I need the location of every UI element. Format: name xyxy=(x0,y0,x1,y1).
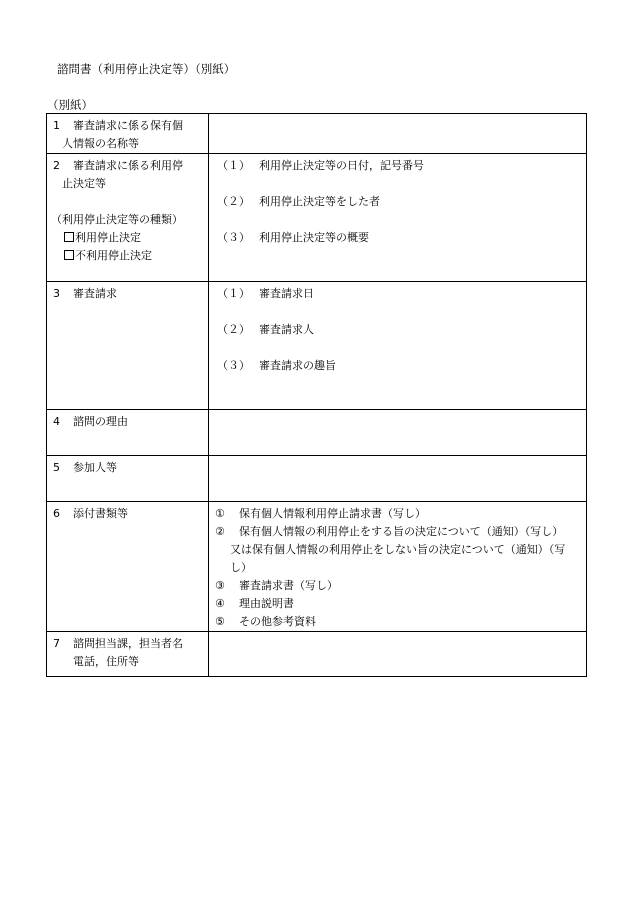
row2-label-line2: 止決定等 xyxy=(62,177,106,190)
annex-label: （別紙） xyxy=(47,98,93,112)
row3-value-cell xyxy=(209,282,587,410)
row3-item-1-text: 審査請求日 xyxy=(259,287,314,300)
attachment-item-5-text: その他参考資料 xyxy=(239,615,316,628)
attachment-item-4-text: 理由説明書 xyxy=(239,597,294,610)
attachment-item-5-number: ⑤ xyxy=(215,615,225,628)
row1-label-cell xyxy=(47,114,209,154)
row3-item-1-number: （１） xyxy=(217,287,250,300)
row1-number: 1 xyxy=(53,119,60,132)
inquiry-form-table xyxy=(46,113,587,677)
row3-label: 審査請求 xyxy=(73,287,117,300)
row5-label: 参加人等 xyxy=(73,461,117,474)
attachment-item-2-number: ② xyxy=(215,525,225,538)
checkbox-label-use-stop: 利用停止決定 xyxy=(75,231,141,244)
attachment-item-3-number: ③ xyxy=(215,579,225,592)
checkbox-non-use-stop-decision[interactable] xyxy=(53,247,204,265)
row1-label-line2: 人情報の名称等 xyxy=(62,137,139,150)
row2-label-cell xyxy=(47,154,209,282)
checkbox-use-stop-decision[interactable] xyxy=(53,229,204,247)
row5-value-cell xyxy=(209,456,587,502)
row2-item-2-number: （２） xyxy=(217,195,250,208)
attachment-item-1-text: 保有個人情報利用停止請求書（写し） xyxy=(239,507,426,520)
checkbox-icon[interactable] xyxy=(64,250,74,260)
row7-label-cell xyxy=(47,632,209,677)
table-row-7 xyxy=(47,632,587,677)
row2-item-1 xyxy=(217,157,582,175)
row2-item-3 xyxy=(217,229,582,247)
row5-label-cell xyxy=(47,456,209,502)
table-row-2 xyxy=(47,154,587,282)
row3-item-3 xyxy=(217,357,582,375)
attachment-item-2 xyxy=(215,523,582,541)
document-title: 諮問書（利用停止決定等）（別紙） xyxy=(57,62,236,76)
attachment-item-5 xyxy=(215,613,582,631)
row6-number: 6 xyxy=(53,507,60,520)
row7-label-line2: 電話，住所等 xyxy=(73,655,139,668)
attachment-item-1-number: ① xyxy=(215,507,225,520)
row1-value-cell xyxy=(209,114,587,154)
table-row-3 xyxy=(47,282,587,410)
row6-label-cell xyxy=(47,502,209,632)
row7-value-cell xyxy=(209,632,587,677)
row3-item-2-text: 審査請求人 xyxy=(259,323,314,336)
row7-number: 7 xyxy=(53,637,60,650)
attachment-item-4-number: ④ xyxy=(215,597,225,610)
row2-item-2 xyxy=(217,193,582,211)
row4-label-cell xyxy=(47,410,209,456)
row3-item-1 xyxy=(217,285,582,303)
table-row-4 xyxy=(47,410,587,456)
row3-label-cell xyxy=(47,282,209,410)
table-row-6 xyxy=(47,502,587,632)
row1-label-line1: 審査請求に係る保有個 xyxy=(73,119,183,132)
row3-item-2 xyxy=(217,321,582,339)
table-row-1 xyxy=(47,114,587,154)
attachment-item-2-continuation-1: 又は保有個人情報の利用停止をしない旨の決定について（通知）（写 xyxy=(230,543,566,556)
row5-number: 5 xyxy=(53,461,60,474)
row4-number: 4 xyxy=(53,415,60,428)
attachment-item-3-text: 審査請求書（写し） xyxy=(239,579,338,592)
decision-type-heading: （利用停止決定等の種類） xyxy=(51,213,183,226)
row2-value-cell xyxy=(209,154,587,282)
checkbox-icon[interactable] xyxy=(64,232,74,242)
row4-value-cell xyxy=(209,410,587,456)
row6-value-cell xyxy=(209,502,587,632)
row3-item-2-number: （２） xyxy=(217,323,250,336)
row2-item-1-number: （１） xyxy=(217,159,250,172)
attachment-item-3 xyxy=(215,577,582,595)
row7-label-line1: 諮問担当課，担当者名 xyxy=(73,637,183,650)
row6-label: 添付書類等 xyxy=(73,507,128,520)
row3-item-3-text: 審査請求の趣旨 xyxy=(259,359,336,372)
row3-number: 3 xyxy=(53,287,60,300)
attachment-item-2-continuation-2: し） xyxy=(230,561,252,574)
row2-label-line1: 審査請求に係る利用停 xyxy=(73,159,183,172)
row2-item-3-text: 利用停止決定等の概要 xyxy=(259,231,369,244)
row2-item-2-text: 利用停止決定等をした者 xyxy=(259,195,380,208)
checkbox-label-non-use-stop: 不利用停止決定 xyxy=(75,249,152,262)
attachment-item-2-text: 保有個人情報の利用停止をする旨の決定について（通知）（写し） xyxy=(239,525,564,538)
attachment-item-4 xyxy=(215,595,582,613)
row2-number: 2 xyxy=(53,159,60,172)
row2-item-3-number: （３） xyxy=(217,231,250,244)
row3-item-3-number: （３） xyxy=(217,359,250,372)
attachment-item-1 xyxy=(215,505,582,523)
row4-label: 諮問の理由 xyxy=(73,415,128,428)
table-row-5 xyxy=(47,456,587,502)
row2-item-1-text: 利用停止決定等の日付，記号番号 xyxy=(259,159,424,172)
